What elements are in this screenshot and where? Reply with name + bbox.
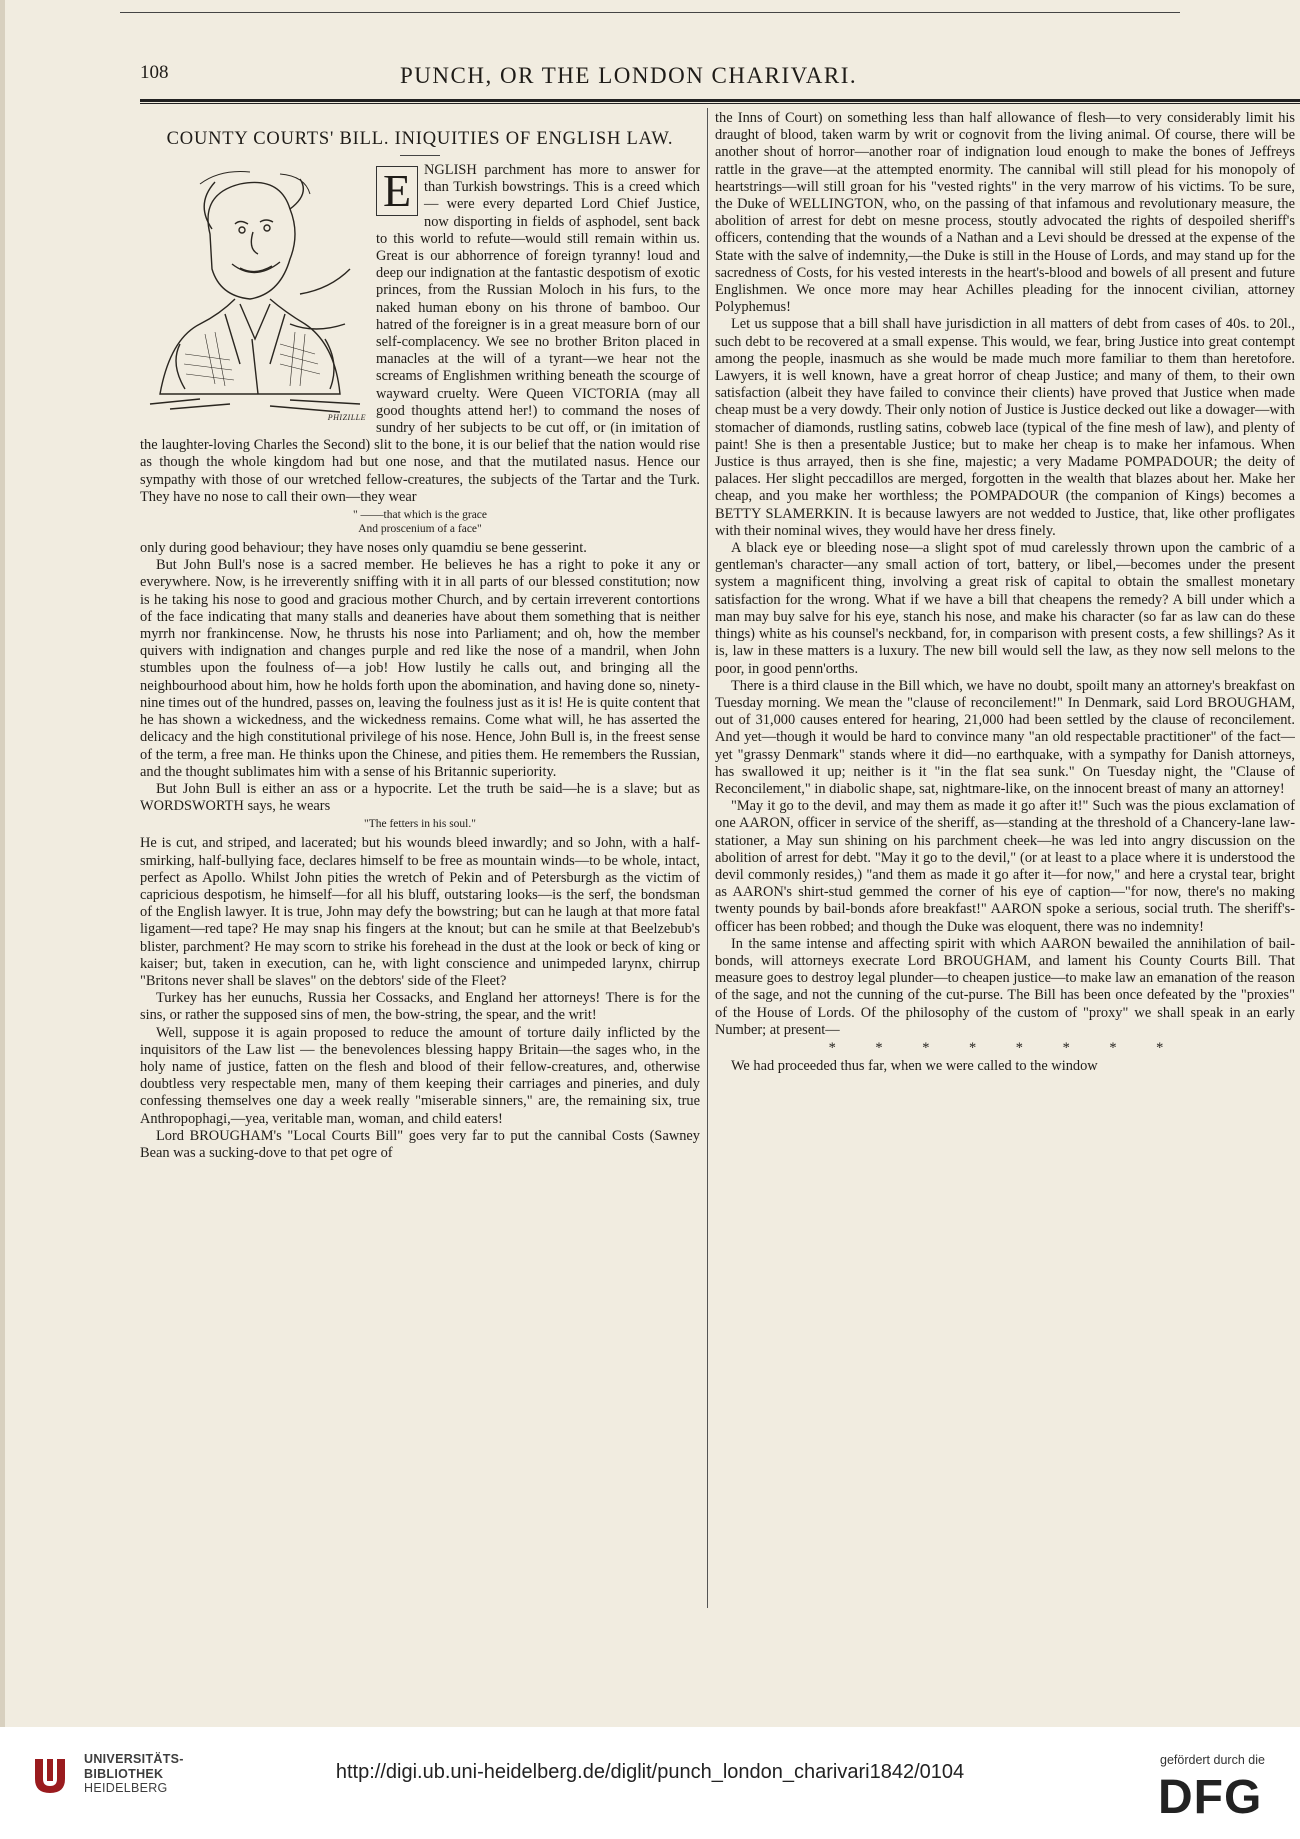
illustration-signature: PHIZILLE — [327, 412, 366, 422]
paragraph: A black eye or bleeding nose—a slight spot of mud carelessly thrown upon the cambric of a gentleman's character—any small action of tort, battery, or libel,—becomes under the present system a magnificent thing, involving a great risk of capital to obtain the smallest monetary satisfaction for the wrong. What if we have a bill that cheapens the remedy? A bill under which a man may buy salve for his eye, stanch his nose, and make his character (so far as law can do these things) white as his counsel's neckband, for, in comparison with present costs, a few shillings? As it is, law in these matters is a luxury. The new bill would sell the law, as they now sell melons to the poor, in good penn'orths. — [715, 540, 1295, 677]
column-divider — [707, 108, 708, 1608]
paragraph: Let us suppose that a bill shall have jurisdiction in all matters of debt from cases of 40s. to 20l., such debt to be recovered at a small expense. This would, we fear, bring Justice into great contempt among the people, inasmuch as she would be made much more familiar to them than heretofore. Lawyers, it is well known, have a great horror of cheap Justice; and many of them, to their own satisfaction (albeit they have failed to convince their clients) have proved that Justice when made cheap must be a very dowdy. Their only notion of Justice is Justice decked out like a dowager—with stomacher of diamonds, rustling satins, cobweb lace (typical of the fine mesh of law), and plenty of paint! She is then a presentable Justice; but to make her cheap is to make her infamous. When Justice is thus arrayed, then is she fine, majestic; a very Madame POMPADOUR; the deity of palaces. Her slight peccadillos are merged, forgotten in the wealth that blazes about her. Make her cheap, and you make her worthless; the POMPADOUR (the companion of Kings) becomes a BETTY SLAMERKIN. It is because lawyers are not wedded to Justice, that, like other profligates with their nominal wives, they would have her dress finely. — [715, 316, 1295, 539]
institution-line: UNIVERSITÄTS- — [84, 1752, 184, 1766]
paragraph: He is cut, and striped, and lacerated; but his wounds bleed inwardly; and so John, with a half-smirking, half-bullying face, declares himself to be free as mountain winds—to be whole, intact, perfect as Apollo. Whilst John pities the wretch of Pekin and of Petersburgh as the victim of capricious despotism, he himself—for all his bluff, outstaring looks—is the serf, the bondsman of the English lawyer. It is true, John may defy the bowstring; but can he laugh at that more fatal ligament—red tape? He may snap his fingers at the knout; but can he smile at that Beelzebub's blister, parchment? He may scorn to strike his forehead in the dust at the look or beck of king or kaiser; but, taken in execution, can he, with light conscience and unimpeded larynx, chirrup "Britons never shall be slaves" on the debtors' side of the Fleet? — [140, 835, 700, 989]
institution-line: HEIDELBERG — [84, 1781, 168, 1795]
paragraph: But John Bull's nose is a sacred member. He believes he has a right to poke it any or everywhere. Now, is he irreverently sniffing with it in all parts of our blessed constitution; now is he taking his nose to good and gracious mother Church, and by certain irreverent contortions of the face indicating that many stalls and deaneries have about them something that is neither myrrh nor frankincense. Now, he thrusts his nose into Parliament; and oh, how the member quivers with indignation and changes purple and red like the nose of a mandril, when John stumbles upon the foulness of—a job! How lustily he calls out, and bringing all the neighbourhood about him, how he holds forth upon the abomination, and having done so, ninety-nine times out of the hundred, passes on, leaving the foulness just as it is! He is quite content that he has shown a wickedness, and the wickedness remains. Come what will, he has asserted the delicacy and the high constitutional privilege of his nose. Hence, John Bull is, in the freest sense of the term, a free man. He thinks upon the Chinese, and pities them. He remembers the Russian, and the thought sublimates him with a sense of his Britannic superiority. — [140, 557, 700, 780]
verse-line: "The fetters in his soul." — [364, 818, 476, 831]
top-rule — [120, 12, 1180, 13]
caricature-illustration — [140, 164, 368, 426]
verse-quote — [140, 508, 700, 536]
title-rule — [400, 155, 440, 156]
paragraph: In the same intense and affecting spirit with which AARON bewailed the annihilation of bail-bonds, will attorneys execrate Lord BROUGHAM, and lament his County Courts Bill. That measure goes to destroy legal plunder—to cheapen justice—to make law an emanation of the reason of the sage, and not the cunning of the cut-purse. The Bill has been once defeated by the "proxies" of the House of Lords. Of the philosophy of the custom of "proxy" we shall speak in an early Number; at present— — [715, 935, 1295, 1038]
institution-line: BIBLIOTHEK — [84, 1766, 164, 1781]
paragraph: "May it go to the devil, and may them as made it go after it!" Such was the pious exclamation of one AARON, officer in service of the sheriff, as—standing at the threshold of a Chancery-lane law-stationer, a May sun shining on his parchment cheek—he was led into angry discussion on the abolition of arrest for debt. "May it go to the devil," (or at least to a place where it is understood the devil commonly resides,) "and them as made it go after it—for now," and here a crystal tear, bright as AARON's shirt-stud gemmed the corner of his eye of caption—"for now, there's no making twenty pounds by bail-bonds afore breakfast!" AARON spoke a serious, social truth. The sheriff's-officer has been robbed; and though the Duke was eloquent, there was no indemnity! — [715, 798, 1295, 935]
right-column — [715, 110, 1295, 1610]
caricature-drawing — [140, 164, 368, 426]
verse-line: " ——that which is the grace — [352, 509, 488, 522]
left-column — [140, 110, 700, 1610]
dfg-logo: DFG — [1158, 1771, 1263, 1824]
page-number: 108 — [140, 62, 169, 83]
asterisk-break: * * * * * * * * — [828, 1039, 1182, 1056]
paragraph: There is a third clause in the Bill which, we have no doubt, spoilt many an attorney's breakfast on Tuesday morning. We mean the "clause of reconcilement!" In Denmark, said Lord BROUGHAM, out of 31,000 causes entered for hearing, 21,000 had been settled by the clause of reconcilement. And yet—though it would be hard to convince many "an old respectable practitioner" of the fact—yet "grassy Denmark" stands where it did—no earthquake, with a sympathy for Danish attorneys, has swallowed it up; neither is it "in the flat sea sunk." On Tuesday night, the "Clause of Reconcilement," in diabolic shape, sat, nightmare-like, on the innocent breast of many an attorney! — [715, 677, 1295, 797]
header-rule — [140, 99, 1300, 104]
paragraph: Turkey has her eunuchs, Russia her Cossacks, and England her attorneys! There is for the sins, or rather the supposed sins of men, the bow-string, the spear, and the writ! — [140, 990, 700, 1024]
source-url[interactable]: http://digi.ub.uni-heidelberg.de/diglit/punch_london_charivari1842/0104 — [335, 1761, 965, 1783]
running-title: PUNCH, OR THE LONDON CHARIVARI. — [400, 63, 858, 88]
page-edge — [0, 0, 5, 1727]
funding-caption: gefördert durch die — [1160, 1753, 1265, 1767]
verse-line: And proscenium of a face" — [358, 523, 482, 536]
paragraph: But John Bull is either an ass or a hypocrite. Let the truth be said—he is a slave; but as WORDSWORTH says, he wears — [140, 780, 700, 815]
article-title: COUNTY COURTS' BILL. INIQUITIES OF ENGLISH LAW. — [166, 129, 674, 149]
paragraph: the Inns of Court) on something less than half allowance of flesh—to very considerably limit his draught of blood, taken warm by writ or cognovit from the living animal. Of course, there will be another shout of horror—another roar of indignation loud enough to make the bones of Jeffreys rattle in the grave—at the attempted enormity. The cannibal will still plead for his monopoly of heartstrings—will still groan for his "vested rights" in the very marrow of his victims. To be sure, the Duke of WELLINGTON, who, on the passing of that infamous and revolutionary measure, the abolition of arrest for debt on mesne process, stoutly advocated the rights of despoiled sheriff's officers, contending that the wounds of a Nathan and a Levi should be dressed at the expense of the State with the salve of indemnity,—the Duke is still in the House of Lords, and may stand up for the sacredness of Costs, for his vested interests in the heart's-blood and bowels of all present and future Englishmen. We once more may hear Achilles pleading for the innocent civilian, attorney Polyphemus! — [715, 110, 1295, 316]
paragraph: NGLISH parchment has more to answer for than Turkish bowstrings. This is a creed which — were every departed Lord Chief Justice, now disporting in fields of asphodel, sent back to this world to refute—would still remain within us. Great is our abhorrence of foreign tyranny! loud and deep our indignation at the fantastic despotism of exotic princes, from the Russian Moloch in his furs, to the naked human ebony on his throne of bamboo. Our hatred of the foreigner is in a great measure born of our self-complacency. We see no brother Briton placed in manacles at the will of a tyrant—we hear not the screams of Englishmen writhing beneath the scourge of wayward cruelty. Were Queen VICTORIA (may all good thoughts attend her!) to command the noses of sundry of her subjects to be cut off, or (in imitation of the laughter-loving Charles the Second) slit to the bone, it is our belief that the nation would rise as though the whole kingdom had but one nose, and that the mutilated nasus. Hence our sympathy with those of our wretched fellow-creatures, the subjects of the Tartar and the Turk. They have no nose to call their own—they wear — [140, 162, 700, 505]
paragraph: only during good behaviour; they have noses only quamdiu se bene gesserint. — [140, 540, 587, 557]
paragraph: We had proceeded thus far, when we were called to the window — [731, 1058, 1098, 1075]
paragraph: Lord BROUGHAM's "Local Courts Bill" goes very far to put the cannibal Costs (Sawney Bean was a sucking-dove to that pet ogre of — [140, 1127, 700, 1161]
verse-quote — [140, 817, 700, 831]
drop-cap: E — [376, 166, 418, 216]
paragraph: Well, suppose it is again proposed to reduce the amount of torture daily inflicted by the inquisitors of the Law list — the benevolences blessing happy Britain—the sages who, in the holy name of justice, fatten on the flesh and blood of their fellow-creatures, and, otherwise doubtless very respectable men, many of them keeping their carriages and pineries, and duly confessing themselves one day a week really "miserable sinners," are, the remaining six, true Anthropophagi,—yea, veritable man, woman, and child eaters! — [140, 1024, 700, 1127]
